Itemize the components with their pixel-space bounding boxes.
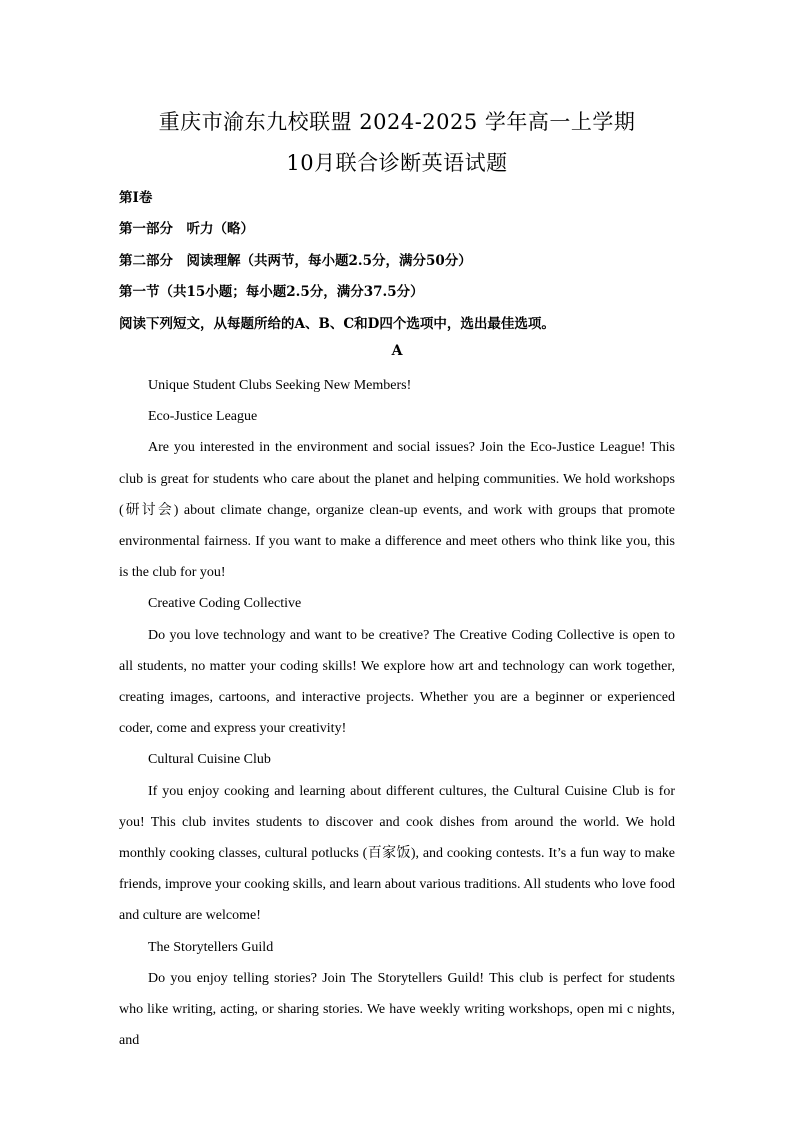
club-text-storytellers: Do you enjoy telling stories? Join The Storytellers Guild! This club is perfect for students who like writing, acting, or sharing stories. We have weekly writing workshops, open mi c nights, and — [119, 970, 675, 1049]
passage-heading: Unique Student Clubs Seeking New Members! — [148, 378, 412, 393]
exam-title-line1: 重庆市渝东九校联盟 2024-2025 学年高一上学期 — [158, 110, 636, 134]
volume-heading: 第Ⅰ卷 — [119, 190, 153, 206]
part1-heading: 第一部分 听力（略） — [119, 221, 254, 237]
section1-heading: 第一节（共15小题；每小题2.5分，满分37.5分） — [119, 284, 424, 300]
club-name-cuisine: Cultural Cuisine Club — [148, 752, 271, 768]
exam-title-line2: 10月联合诊断英语试题 — [286, 151, 508, 175]
club-name-storytellers: The Storytellers Guild — [148, 939, 274, 955]
club-name-coding: Creative Coding Collective — [148, 596, 302, 612]
club-text-eco-justice: Are you interested in the environment and social issues? Join the Eco-Justice League! This club is great for students who care about the planet and helping communities. We hold workshops (研讨会) about climate change, organize clean-up events, and work with groups that promote environmental fairness. If you want to make a difference and meet others who think like you, this is the club for you! — [119, 440, 675, 581]
passage-letter: A — [391, 343, 403, 359]
instructions: 阅读下列短文，从每题所给的A、B、C和D四个选项中，选出最佳选项。 — [119, 316, 555, 332]
passage-body — [119, 370, 675, 1056]
club-text-cuisine: If you enjoy cooking and learning about different cultures, the Cultural Cuisine Club is for you! This club invites students to discover and cook dishes from around the world. We hold monthly cooking classes, cultural potlucks (百家饭), and cooking contests. It’s a fun way to make friends, improve your cooking skills, and learn about various traditions. All students who love food and culture are welcome! — [119, 783, 675, 924]
part2-heading: 第二部分 阅读理解（共两节，每小题2.5分，满分50分） — [119, 253, 472, 269]
club-name-eco-justice: Eco-Justice League — [148, 409, 258, 425]
club-text-coding: Do you love technology and want to be creative? The Creative Coding Collective is open to all students, no matter your coding skills! We explore how art and technology can work together, creating images, cartoons, and interactive projects. Whether you are a beginner or experienced coder, come and express your creativity! — [119, 627, 675, 737]
